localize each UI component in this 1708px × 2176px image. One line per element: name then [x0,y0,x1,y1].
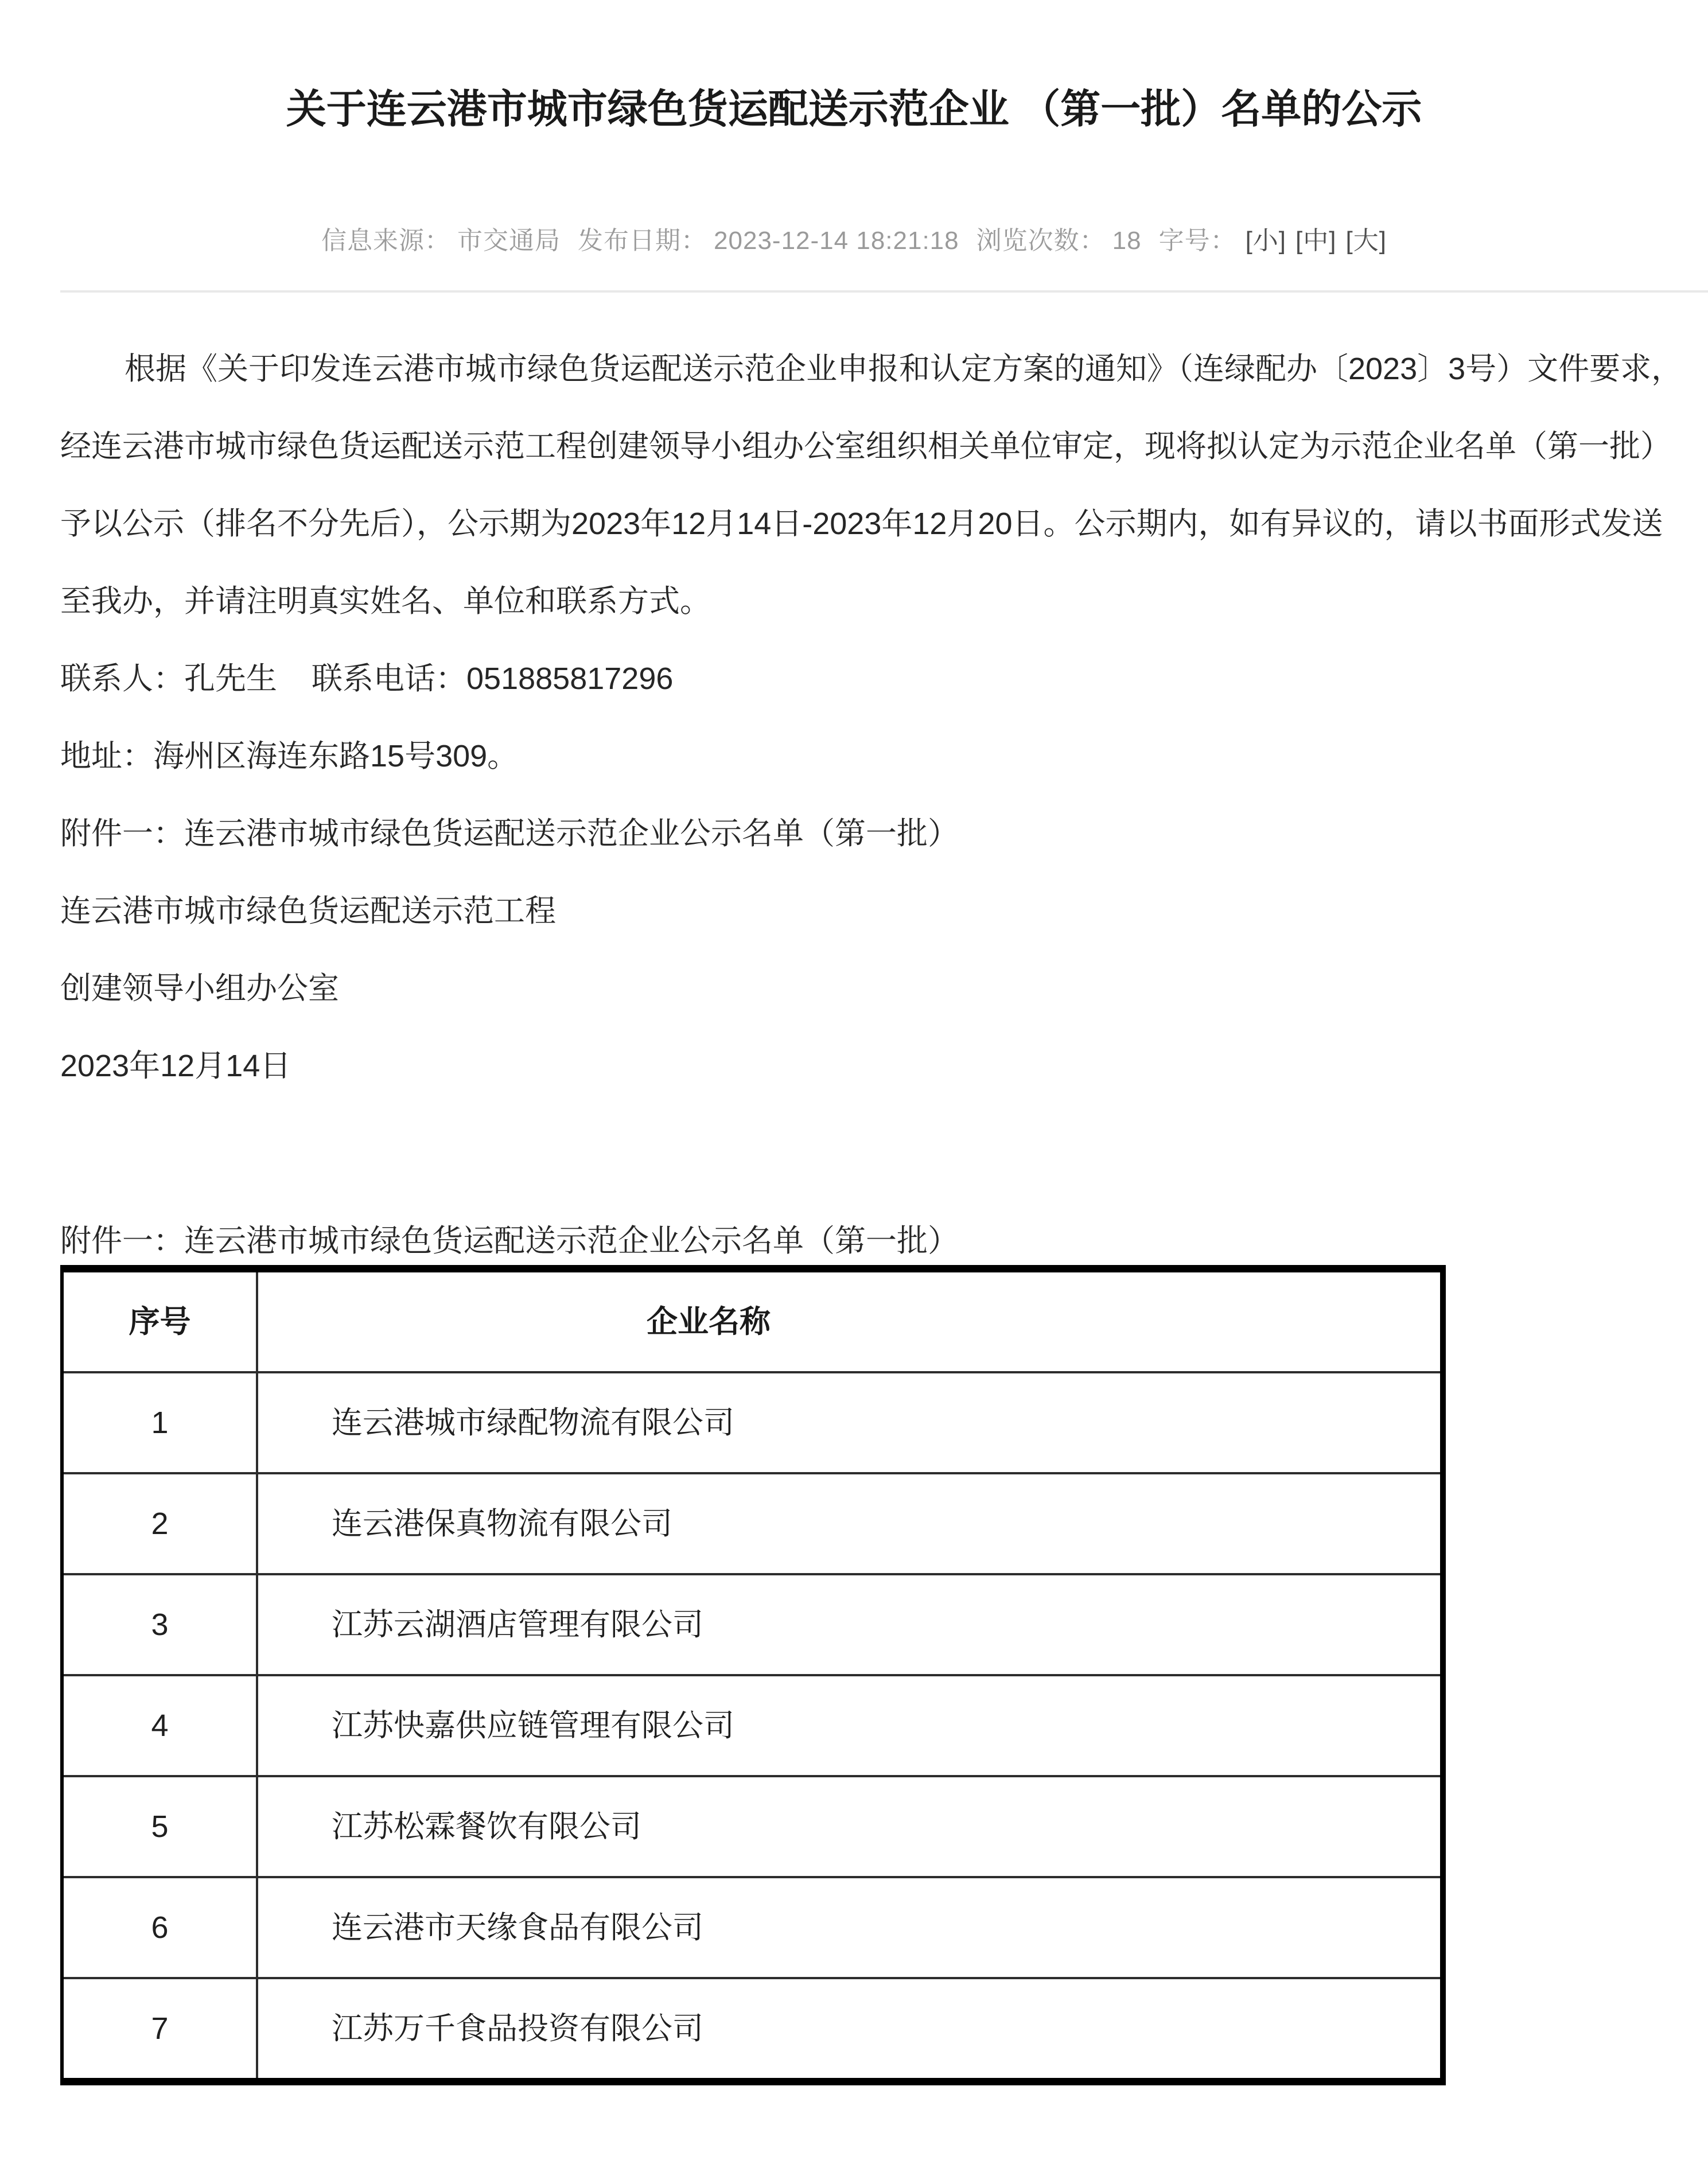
company-name-cell: 连云港市天缘食品有限公司 [257,1877,1443,1978]
company-name-cell: 江苏快嘉供应链管理有限公司 [257,1675,1443,1776]
notice-paragraph: 根据《关于印发连云港市城市绿色货运配送示范企业申报和认定方案的通知》（连绿配办〔2023〕3号）文件要求，经连云港市城市绿色货运配送示范工程创建领导小组办公室组织相关单位审定，现将拟认定为示范企业名单（第一批）予以公示（排名不分先后），公示期为2023年12月14日-2023年12月20日。公示期内，如有异议的，请以书面形式发送至我办，并请注明真实姓名、单位和联系方式。 [60,352,1683,618]
company-name-cell: 江苏松霖餐饮有限公司 [257,1776,1443,1877]
meta-publish-date-label: 发布日期： [578,227,707,255]
horizontal-divider [60,290,1708,293]
meta-views-value: 18 [1112,227,1142,255]
meta-bar [0,224,1708,258]
company-name-cell: 江苏万千食品投资有限公司 [257,1978,1443,2082]
notice-content [60,330,1691,2085]
table-row [62,1473,1443,1574]
table-header-row [62,1269,1443,1373]
address-line: 地址：海州区海连东路15号309。 [60,739,519,773]
row-index-cell: 7 [62,1978,257,2082]
font-size-medium-button[interactable]: [中] [1295,227,1337,255]
issue-date-line: 2023年12月14日 [60,1049,291,1083]
table-row [62,1776,1443,1877]
meta-fontsize-label: 字号： [1158,227,1236,255]
blank-line [60,1105,1691,1182]
row-index-cell: 5 [62,1776,257,1877]
company-column-header: 企业名称 [257,1269,1443,1373]
row-index-cell: 1 [62,1372,257,1473]
table-row [62,1978,1443,2082]
meta-source-label: 信息来源： [321,227,451,255]
company-name-cell: 连云港保真物流有限公司 [257,1473,1443,1574]
row-index-cell: 2 [62,1473,257,1574]
table-row [62,1675,1443,1776]
index-column-header: 序号 [62,1269,257,1373]
font-size-small-button[interactable]: [小] [1245,227,1287,255]
table-row [62,1372,1443,1473]
attachment-table-heading: 附件一：连云港市城市绿色货运配送示范企业公示名单（第一批） [60,1224,959,1258]
row-index-cell: 4 [62,1675,257,1776]
font-size-large-button[interactable]: [大] [1345,227,1387,255]
company-name-cell: 连云港城市绿配物流有限公司 [257,1372,1443,1473]
meta-publish-date-value: 2023-12-14 18:21:18 [714,227,959,255]
table-row [62,1877,1443,1978]
table-row [62,1574,1443,1675]
row-index-cell: 6 [62,1877,257,1978]
meta-source-value: 市交通局 [457,227,561,255]
row-index-cell: 3 [62,1574,257,1675]
meta-views-label: 浏览次数： [976,227,1106,255]
company-name-cell: 江苏云湖酒店管理有限公司 [257,1574,1443,1675]
page-title: 关于连云港市城市绿色货运配送示范企业 （第一批）名单的公示 [286,87,1422,131]
issuing-org-line-1: 连云港市城市绿色货运配送示范工程 [60,894,556,928]
contact-line: 联系人：孔先生 联系电话：051885817296 [60,661,674,696]
issuing-org-line-2: 创建领导小组办公室 [60,971,339,1006]
enterprise-table [60,1265,1446,2085]
attachment-reference-line: 附件一：连云港市城市绿色货运配送示范企业公示名单（第一批） [60,816,959,851]
